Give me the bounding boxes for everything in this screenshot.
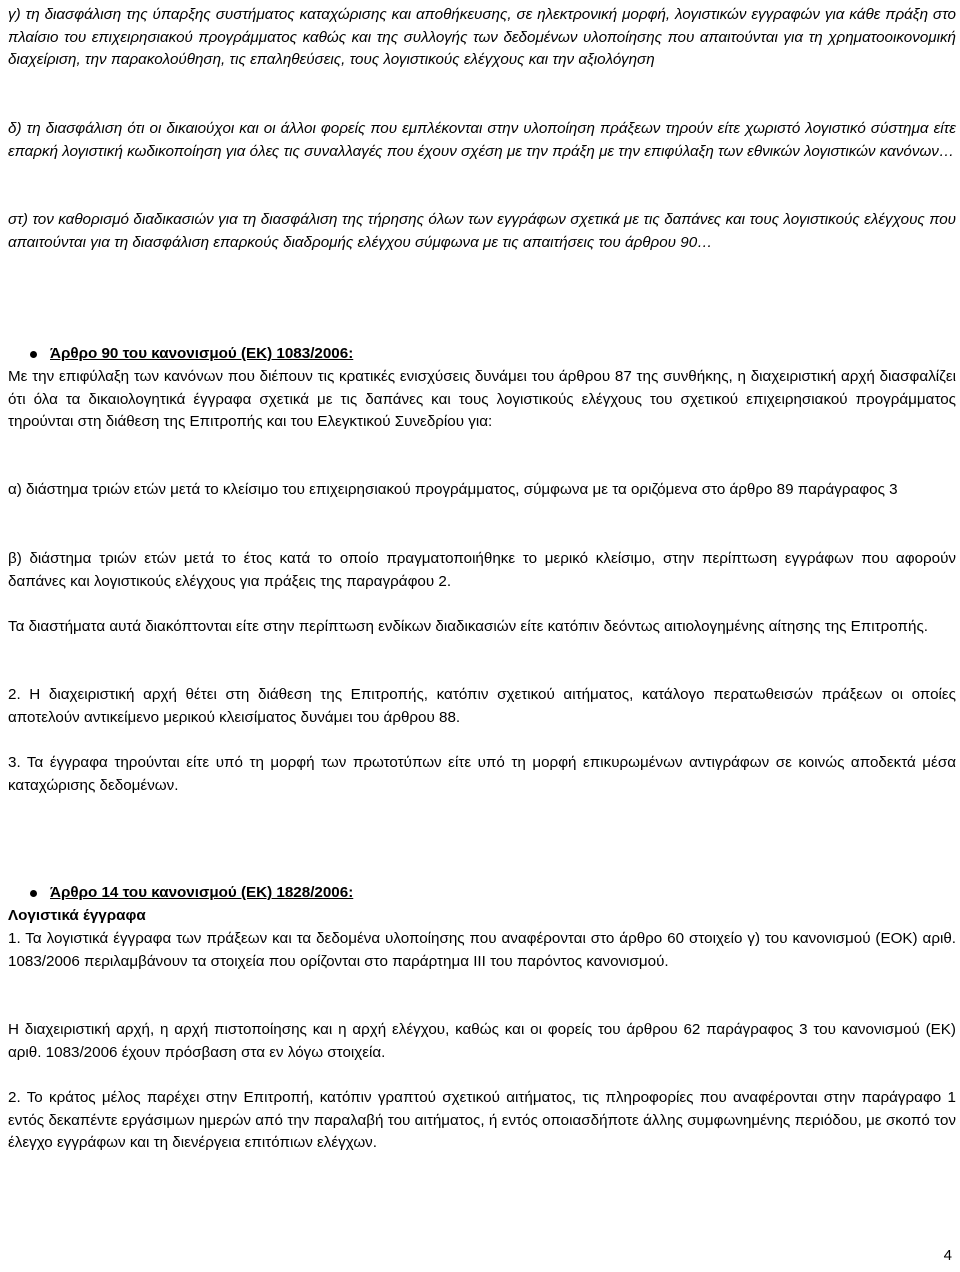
article-14-para-2: 2. Το κράτος μέλος παρέχει στην Επιτροπή, κατόπιν γραπτού σχετικού αιτήματος, τις πληροφορίες που αναφέρονται στην παράγραφο 1 εντός δεκαπέντε εργάσιμων ημερών από την παραλαβή του αιτήματος, ή εντός οποιασδήποτε άλλης συμφωνημένης περιόδου, με σκοπό τον έλεγχο εγγράφων και τη διενέργεια επιτόπιων ελέγχων.	[8, 1089, 956, 1152]
paragraph-st: στ) τον καθορισμό διαδικασιών για τη διασφάλιση της τήρησης όλων των εγγράφων σχετικά με τις δαπάνες και τους λογιστικούς ελέγχους που απαιτούνται για τη διασφάλιση επαρκούς διαδρομής ελέγχου σύμφωνα με τις απαιτήσεις του άρθρου 90…	[8, 211, 956, 251]
article-14-subheading: Λογιστικά έγγραφα	[8, 907, 146, 924]
article-90-heading	[8, 343, 956, 366]
article-90-item-a: α) διάστημα τριών ετών μετά το κλείσιμο του επιχειρησιακού προγράμματος, σύμφωνα με τα οριζόμενα στο άρθρο 89 παράγραφος 3	[8, 481, 898, 498]
page-number: 4	[943, 1247, 952, 1264]
article-90-title: Άρθρο 90 του κανονισμού (ΕΚ) 1083/2006:	[50, 345, 354, 362]
article-90-para-2: 2. Η διαχειριστική αρχή θέτει στη διάθεση της Επιτροπής, κατόπιν σχετικού αιτήματος, κατάλογο περατωθεισών πράξεων οι οποίες αποτελούν αντικείμενο μερικού κλεισίματος δυνάμει του άρθρου 88.	[8, 686, 956, 726]
paragraph-delta: δ) τη διασφάλιση ότι οι δικαιούχοι και οι άλλοι φορείς που εμπλέκονται στην υλοποίηση πράξεων τηρούν είτε χωριστό λογιστικό σύστημα είτε επαρκή λογιστική κωδικοποίηση για όλες τις συναλλαγές που έχουν σχέση με την πράξη με την επιφύλαξη των εθνικών λογιστικών κανόνων…	[8, 120, 956, 160]
article-14-title: Άρθρο 14 του κανονισμού (ΕΚ) 1828/2006:	[50, 884, 354, 901]
article-14-heading	[8, 882, 956, 905]
article-90-interrupt: Τα διαστήματα αυτά διακόπτονται είτε στην περίπτωση ενδίκων διαδικασιών είτε κατόπιν δεόντως αιτιολογημένης αίτησης της Επιτροπής.	[8, 618, 928, 635]
article-90-intro: Με την επιφύλαξη των κανόνων που διέπουν τις κρατικές ενισχύσεις δυνάμει του άρθρου 87 της συνθήκης, η διαχειριστική αρχή διασφαλίζει ότι όλα τα δικαιολογητικά έγγραφα σχετικά με τις δαπάνες και τους λογιστικούς ελέγχους του σχετικού επιχειρησιακού προγράμματος τηρούνται στη διάθεση της Επιτροπής και του Ελεγκτικού Συνεδρίου για:	[8, 368, 956, 431]
article-14-para-1: 1. Τα λογιστικά έγγραφα των πράξεων και τα δεδομένα υλοποίησης που αναφέρονται στο άρθρο 60 στοιχείο γ) του κανονισμού (ΕΟΚ) αριθ. 1083/2006 περιλαμβάνουν τα στοιχεία που ορίζονται στο παράρτημα ΙΙΙ του παρόντος κανονισμού.	[8, 930, 956, 970]
article-90-para-3: 3. Τα έγγραφα τηρούνται είτε υπό τη μορφή των πρωτοτύπων είτε υπό τη μορφή επικυρωμένων αντιγράφων σε κοινώς αποδεκτά μέσα καταχώρισης δεδομένων.	[8, 754, 956, 794]
paragraph-gamma: γ) τη διασφάλιση της ύπαρξης συστήματος καταχώρισης και αποθήκευσης, σε ηλεκτρονική μορφή, λογιστικών εγγραφών για κάθε πράξη στο πλαίσιο του επιχειρησιακού προγράμματος καθώς και της συλλογής των δεδομένων υλοποίησης που απαιτούνται για τη χρηματοοικονομική διαχείριση, την παρακολούθηση, τις επαληθεύσεις, τους λογιστικούς ελέγχους και την αξιολόγηση	[8, 6, 956, 69]
bullet-icon	[30, 351, 37, 358]
article-90-item-b: β) διάστημα τριών ετών μετά το έτος κατά το οποίο πραγματοποιήθηκε το μερικό κλείσιμο, στην περίπτωση εγγράφων που αφορούν δαπάνες και λογιστικούς ελέγχους για πράξεις της παραγράφου 2.	[8, 550, 956, 590]
bullet-icon	[30, 890, 37, 897]
article-14-access: Η διαχειριστική αρχή, η αρχή πιστοποίησης και η αρχή ελέγχου, καθώς και οι φορείς του άρθρου 62 παράγραφος 3 του κανονισμού (ΕΚ) αριθ. 1083/2006 έχουν πρόσβαση στα εν λόγω στοιχεία.	[8, 1021, 956, 1061]
